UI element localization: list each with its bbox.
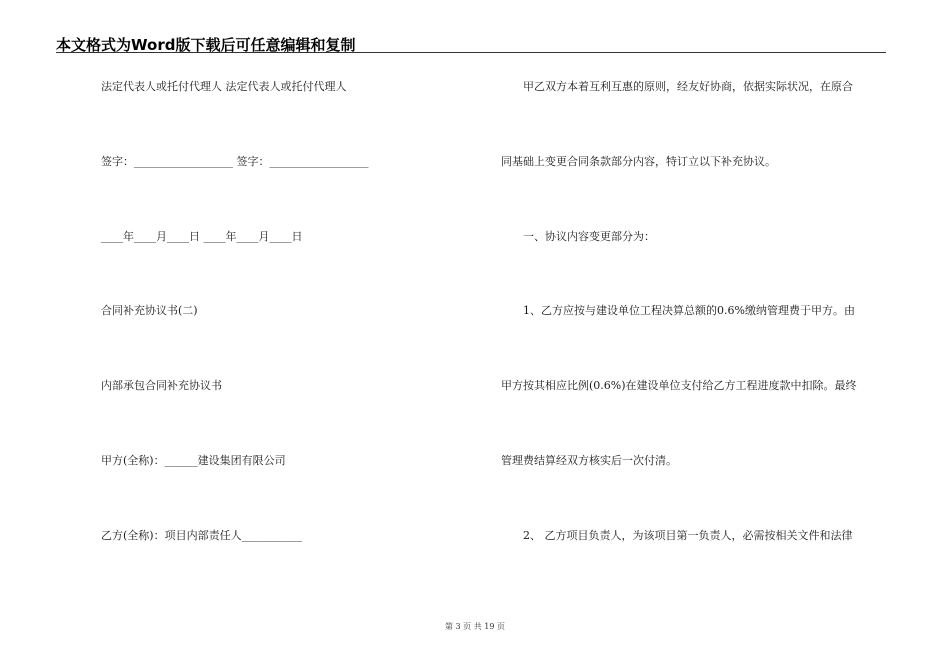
left-line-date: ____年____月____日 ____年____月____日 [101, 230, 303, 243]
left-line-agreement-subtitle: 内部承包合同补充协议书 [101, 379, 222, 392]
left-line-party-b: 乙方(全称)：项目内部责任人___________ [101, 529, 303, 542]
right-line-2: 同基础上变更合同条款部分内容，特订立以下补充协议。 [501, 155, 776, 168]
header-divider [56, 52, 886, 53]
right-line-7: 2、 乙方项目负责人，为该项目第一负责人，必需按相关文件和法律 [501, 529, 853, 542]
right-line-3: 一、协议内容变更部分为： [501, 230, 655, 243]
left-line-signature: 签字：__________________ 签字：__________________ [101, 155, 369, 168]
right-line-5: 甲方按其相应比例(0.6%)在建设单位支付给乙方工程进度款中扣除。最终 [501, 379, 857, 392]
page-number-footer: 第 3 页 共 19 页 [445, 622, 505, 631]
right-line-1: 甲乙双方本着互利互惠的原则，经友好协商，依据实际状况，在原合 [501, 80, 853, 93]
right-line-4: 1、乙方应按与建设单位工程决算总额的0.6%缴纳管理费于甲方。由 [501, 304, 855, 317]
right-line-6: 管理费结算经双方核实后一次付清。 [501, 454, 677, 467]
left-line-signatory-titles: 法定代表人或托付代理人 法定代表人或托付代理人 [101, 80, 347, 93]
left-line-agreement-heading: 合同补充协议书(二) [101, 304, 198, 317]
left-line-party-a: 甲方(全称)：______建设集团有限公司 [101, 454, 286, 467]
document-header-title: 本文格式为Word版下载后可任意编辑和复制 [56, 36, 356, 54]
